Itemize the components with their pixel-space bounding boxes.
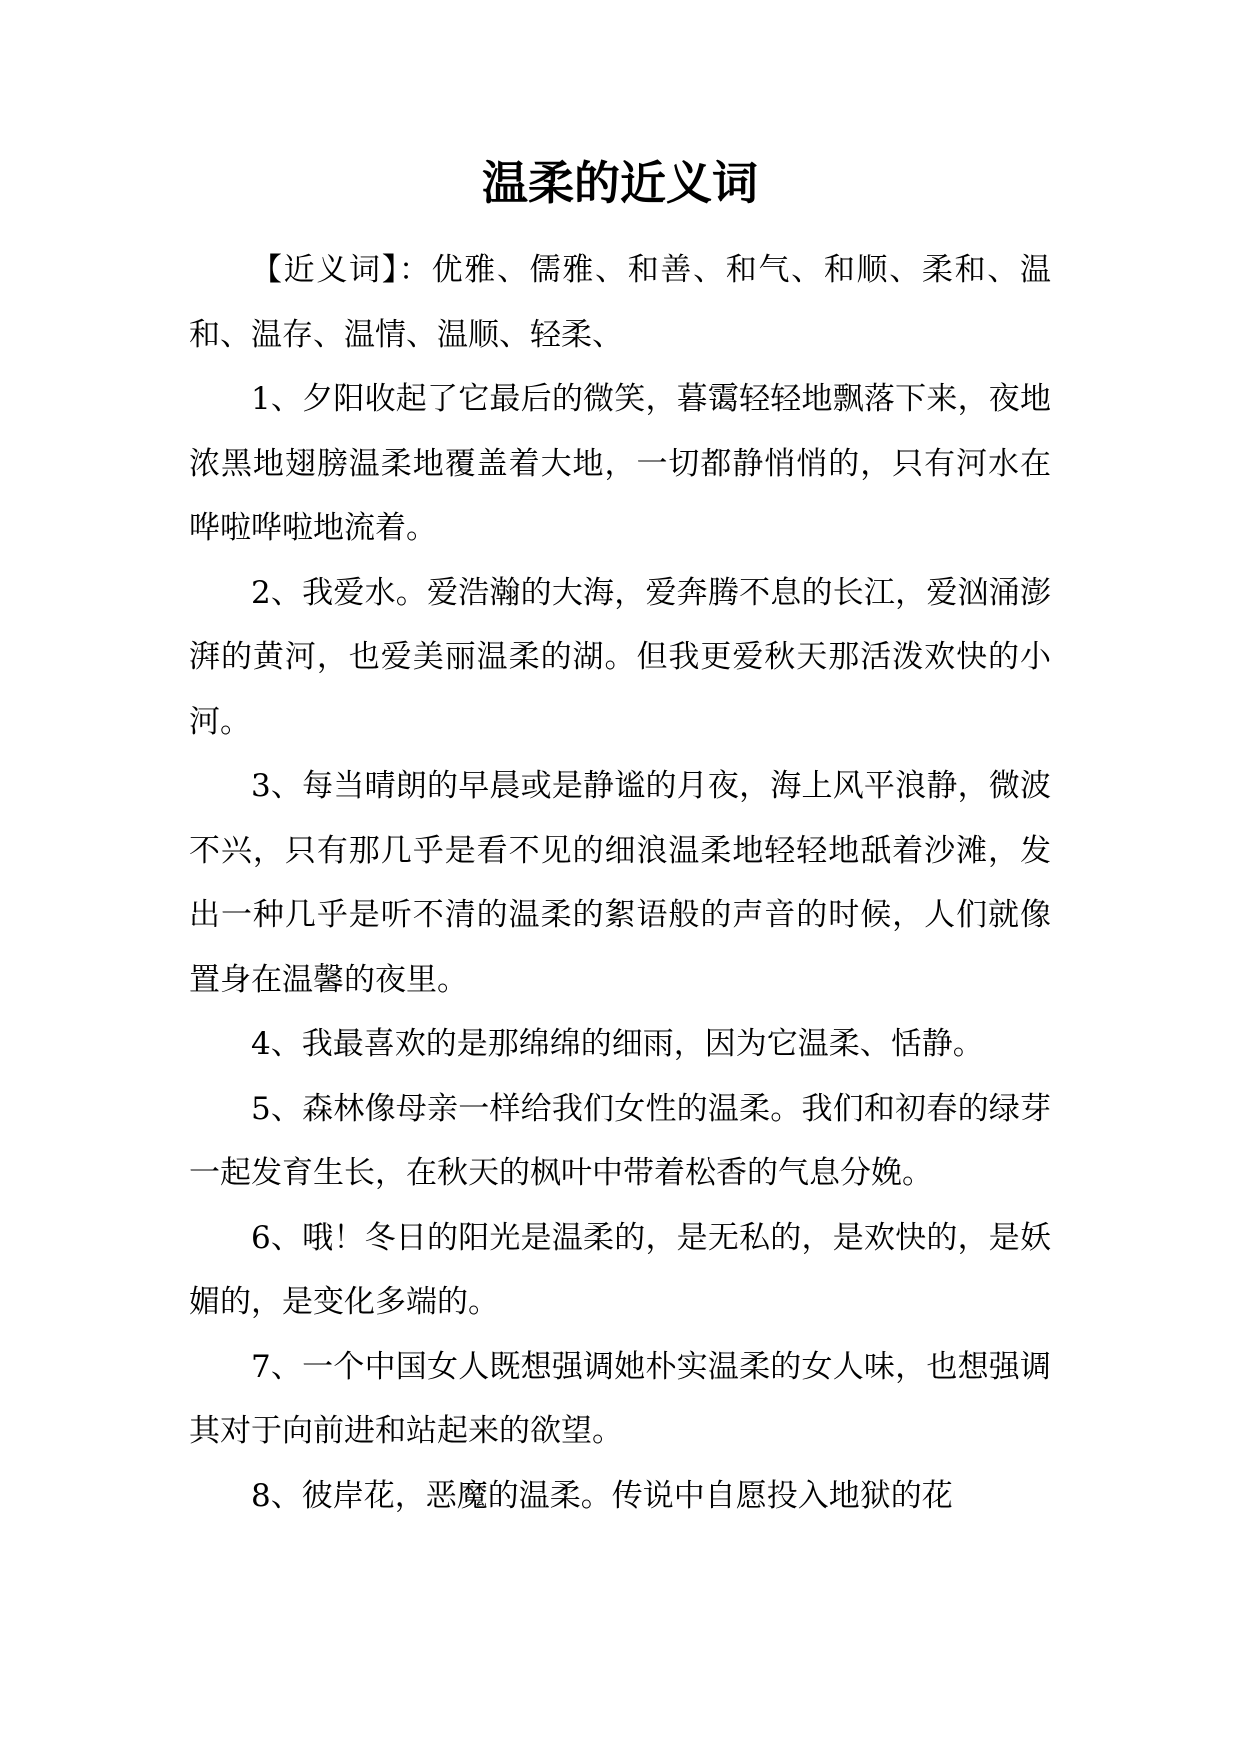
paragraph-example-3: 3、每当晴朗的早晨或是静谧的月夜，海上风平浪静，微波不兴，只有那几乎是看不见的细浪温柔地轻轻地舐着沙滩，发出一种几乎是听不清的温柔的絮语般的声音的时候，人们就像置身在温馨的夜里。	[189, 768, 1051, 998]
document-title: 温柔的近义词	[482, 156, 758, 210]
paragraph-example-8: 8、彼岸花，恶魔的温柔。传说中自愿投入地狱的花	[251, 1477, 953, 1514]
paragraph-example-6: 6、哦！冬日的阳光是温柔的，是无私的，是欢快的，是妖媚的，是变化多端的。	[189, 1219, 1051, 1320]
paragraph-synonyms: 【近义词】：优雅、儒雅、和善、和气、和顺、柔和、温和、温存、温情、温顺、轻柔、	[189, 252, 1051, 353]
paragraph-example-5: 5、森林像母亲一样给我们女性的温柔。我们和初春的绿芽一起发育生长，在秋天的枫叶中带着松香的气息分娩。	[189, 1090, 1051, 1191]
paragraph-example-1: 1、夕阳收起了它最后的微笑，暮霭轻轻地飘落下来，夜地浓黑地翅膀温柔地覆盖着大地，一切都静悄悄的，只有河水在哗啦哗啦地流着。	[189, 381, 1051, 546]
paragraph-example-2: 2、我爱水。爱浩瀚的大海，爱奔腾不息的长江，爱汹涌澎湃的黄河，也爱美丽温柔的湖。但我更爱秋天那活泼欢快的小河。	[189, 574, 1051, 740]
paragraph-example-7: 7、一个中国女人既想强调她朴实温柔的女人味，也想强调其对于向前进和站起来的欲望。	[189, 1348, 1051, 1449]
paragraph-example-4: 4、我最喜欢的是那绵绵的细雨，因为它温柔、恬静。	[251, 1026, 984, 1062]
document-body	[189, 238, 1051, 1528]
